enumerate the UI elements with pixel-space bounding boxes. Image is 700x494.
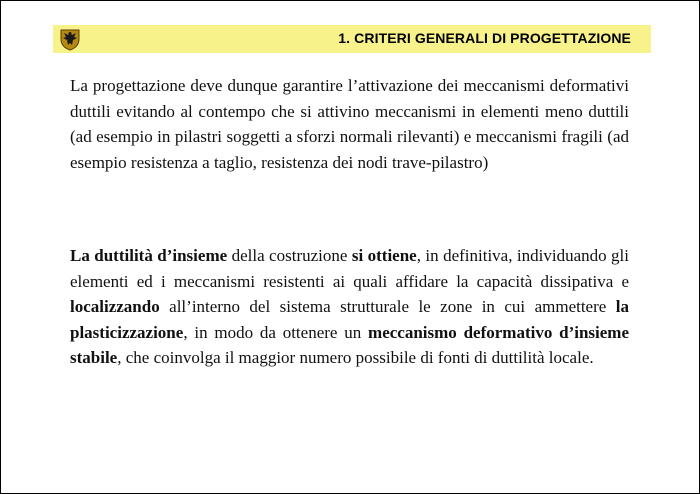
text-run: della costruzione	[227, 246, 352, 265]
text-run: , in modo da ottenere un	[183, 322, 369, 342]
crest-icon	[59, 27, 81, 51]
page-title: 1. CRITERI GENERALI DI PROGETTAZIONE	[338, 30, 631, 46]
paragraph-1: La progettazione deve dunque garantire l’attivazione dei meccanismi deformativi duttili evitando al contempo che si attivino meccanismi in elementi meno duttili (ad esempio in pilastri soggetti a sforzi normali rilevanti) e meccanismi fragili (ad esempio resistenza a taglio, resistenza dei nodi trave-pilastro)	[70, 76, 629, 172]
paragraph-2	[70, 243, 629, 371]
bold-text: si ottiene	[351, 246, 417, 265]
bold-text: localizzando	[70, 297, 160, 316]
text-run: all’interno del sistema strutturale le zone in cui ammettere	[159, 297, 616, 316]
bold-text: meccanismo deformativo d’insieme stabile	[70, 322, 629, 367]
text-run: , in definitiva, individuando gli elementi ed i meccanismi resistenti ai quali affidare la capacità dissipativa e	[70, 246, 629, 291]
header-bar	[53, 25, 651, 53]
bold-text: la plasticizzazione	[70, 297, 629, 342]
bold-text: La duttilità d’insieme	[70, 246, 228, 265]
text-run: , che coinvolga il maggior numero possibile di fonti di duttilità locale.	[117, 348, 594, 367]
